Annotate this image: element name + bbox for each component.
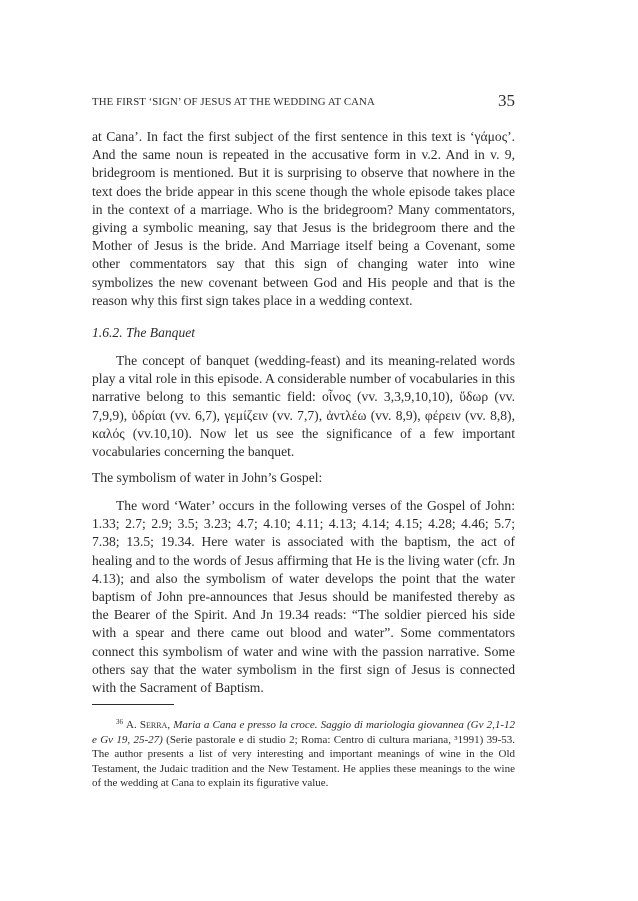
sub-heading-water-symbolism: The symbolism of water in John’s Gospel: xyxy=(92,470,323,485)
footnote-divider xyxy=(92,704,174,705)
paragraph-banquet: The concept of banquet (wedding-feast) and its meaning-related words play a vital role in this episode. A considerable number of vocabularies in this narrative belong to this semantic field: οἶνος (vv. 3,3,9,10,10), ὕδωρ (vv. 7,9,9), ὑδρίαι (vv. 6,7), γεμίζειν (vv. 7,7), ἀντλέω (vv. 8,9), φέρειν (vv. 8,8), καλός (vv.10,10). Now let us see the significance of a few important vocabularies concerning the banquet. xyxy=(92,353,515,460)
footnote-36: $^{36}$ A. Serra, Maria a Cana e presso la croce. Saggio di mariologia giovannea (Gv 2,1-12 e Gv 19, 25-27) (Serie pastorale e di studio 2; Roma: Centro di cultura mariana, ³1991) 39-53. The author presents a list of very interesting and important meanings of wine in the Old Testament, the Judaic tradition and the New Testament. He applies these meanings to the wine of the wedding at Cana to explain its figurative value. xyxy=(92,718,516,789)
paragraph-marriage-symbolism: at Cana’. In fact the first subject of the first sentence in this text is ‘γάμος’. And the same noun is repeated in the accusative form in v.2. And in v. 9, bridegroom is mentioned. But it is surprising to observe that nowhere in the text does the bride appear in this scene though the whole episode takes place in the context of a marriage. Who is the bridegroom? Many commentators, giving a symbolic meaning, say that Jesus is the bridegroom there and the Mother of Jesus is the bride. And Marriage itself being a Covenant, some other commentators say that this sign of changing water into wine symbolizes the new covenant between God and His people and that is the reason why this first sign takes place in a wedding context. xyxy=(92,129,515,308)
footnote-rest: (Serie pastorale e di studio 2; Roma: Centro di cultura mariana, ³1991) 39-53. The author presents a list of very interesting and important meanings of wine in the Old Testament, the Judaic tradition and the New Testament. He applies these meanings to the wine of the wedding at Cana to explain its figurative value. xyxy=(92,733,515,789)
footnote-author-initial: A. xyxy=(126,719,137,731)
running-title: THE FIRST ‘SIGN’ OF JESUS AT THE WEDDING AT CANA xyxy=(92,96,375,108)
footnote-author-surname: Serra xyxy=(139,719,168,731)
running-head xyxy=(92,92,515,110)
footnote-book-title: Maria a Cana e presso la croce. Saggio di mariologia giovannea (Gv 2,1-12 e Gv 19, 25-27) xyxy=(92,719,516,746)
footnote-number: 36 xyxy=(116,718,123,726)
section-heading-banquet: 1.6.2. The Banquet xyxy=(92,325,196,340)
paragraph-water-symbolism: The word ‘Water’ occurs in the following verses of the Gospel of John: 1.33; 2.7; 2.9; 3.5; 3.23; 4.7; 4.10; 4.11; 4.13; 4.14; 4.15; 4.28; 4.46; 5.7; 7.38; 13.5; 19.34. Here water is associated with the baptism, the act of healing and to the words of Jesus affirming that He is the living water (cfr. Jn 4.13); and also the symbolism of water develops the point that the water baptism of John pre-announces that Jesus should be manifested thereby as the Bearer of the Spirit. And Jn 19.34 reads: “The soldier pierced his side with a spear and there came out blood and water”. Some commentators connect this symbolism of water and wine with the passion narrative. Some others say that the water symbolism in the first sign of Jesus is connected with the Sacrament of Baptism. xyxy=(92,498,515,696)
page-number: 35 xyxy=(498,91,515,110)
